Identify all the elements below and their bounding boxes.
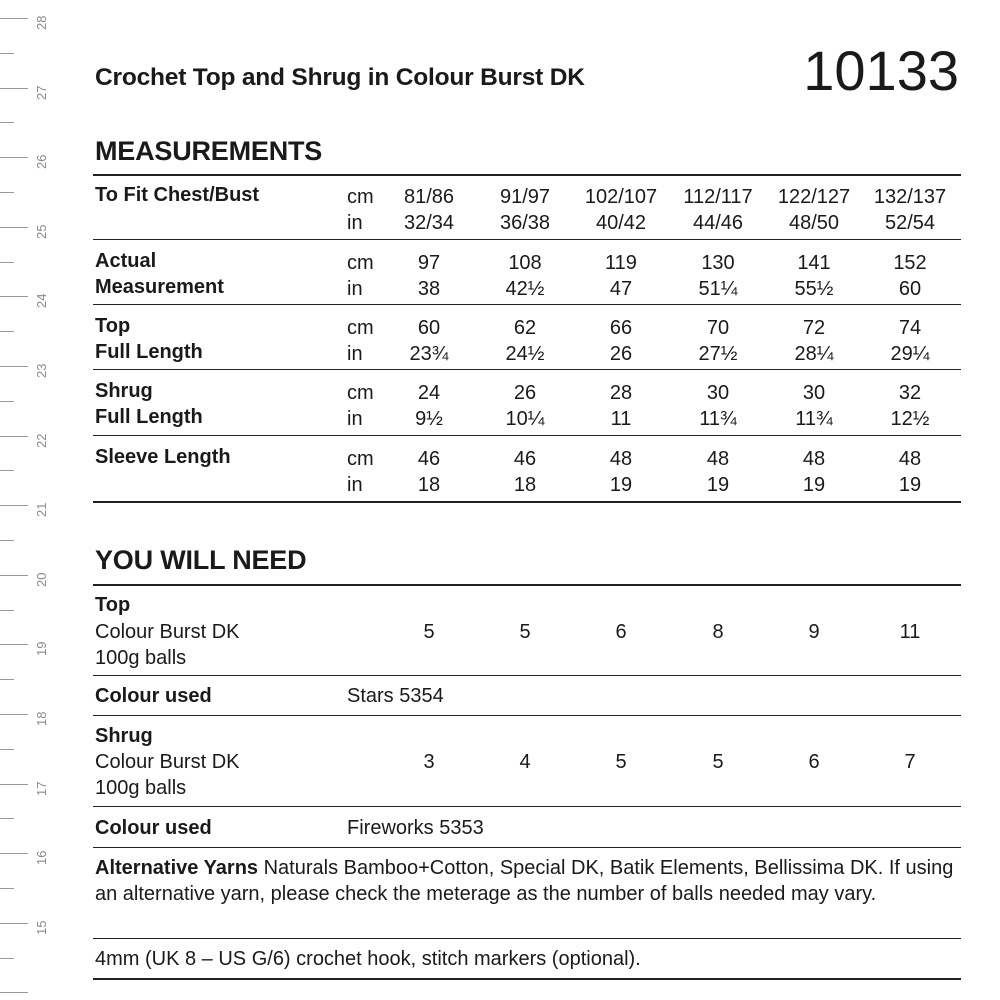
ruler-number: 16 [34,850,49,866]
measurement-label: Sleeve Length [95,446,231,468]
unit-in: in [347,408,363,430]
page-ruler [0,0,60,1000]
shrug-balls-value: 3 [423,751,435,773]
shrug-balls-value: 4 [519,751,531,773]
divider [93,369,961,370]
measurement-cm-value: 74 [898,317,922,339]
unit-in: in [347,343,363,365]
ruler-number: 17 [34,781,49,796]
measurement-in-value: 19 [898,474,922,496]
measurement-in-value: 10¼ [505,408,545,430]
measurement-cm-value: 26 [513,382,537,404]
top-colour-value: Stars 5354 [347,685,444,707]
measurements-heading: MEASUREMENTS [95,136,323,166]
ruler-tick [0,470,14,471]
ruler-tick [0,227,28,228]
pattern-page [93,0,961,1000]
measurement-cm-value: 46 [417,448,441,470]
ruler-tick [0,644,28,645]
measurement-cm-value: 48 [706,448,730,470]
measurement-cm-value: 62 [513,317,537,339]
unit-cm: cm [347,317,374,339]
divider [93,304,961,305]
shrug-colour-label: Colour used [95,817,212,839]
ruler-tick [0,18,28,19]
shrug-balls-value: 5 [615,751,627,773]
divider [93,978,961,980]
ruler-tick [0,992,28,993]
measurement-cm-value: 130 [701,252,735,274]
ruler-tick [0,888,14,889]
measurement-cm-value: 72 [802,317,826,339]
measurement-in-value: 36/38 [499,212,551,234]
measurement-cm-value: 60 [417,317,441,339]
measurement-in-value: 11¾ [699,408,737,430]
divider [93,938,961,939]
ruler-number: 25 [34,224,49,239]
need-top-label: Top [95,594,131,616]
measurement-label: Top [95,315,131,337]
measurement-cm-value: 97 [417,252,441,274]
divider [93,806,961,807]
measurement-in-value: 52/54 [884,212,936,234]
measurement-cm-value: 112/117 [683,186,753,208]
divider [93,239,961,240]
top-balls-value: 5 [519,621,531,643]
divider [93,675,961,676]
ruler-tick [0,331,14,332]
alternative-yarns-label: Alternative Yarns [95,857,259,879]
need-shrug-label: Shrug [95,725,153,747]
ruler-tick [0,436,28,437]
you-will-need-heading: YOU WILL NEED [95,545,307,575]
shrug-balls-value: 5 [712,751,724,773]
divider [93,435,961,436]
measurement-in-value: 42½ [505,278,545,300]
unit-in: in [347,474,363,496]
measurement-in-value: 12½ [890,408,930,430]
shrug-balls-value: 7 [904,751,916,773]
need-top-balls: 100g balls [95,647,187,669]
ruler-tick [0,505,28,506]
alternative-yarns [95,855,955,907]
measurement-in-value: 23¾ [409,343,449,365]
measurement-sublabel: Measurement [95,276,224,298]
measurement-label: To Fit Chest/Bust [95,184,260,206]
measurement-in-value: 28¼ [794,343,834,365]
ruler-tick [0,853,28,854]
divider [93,501,961,503]
ruler-tick [0,122,14,123]
unit-in: in [347,278,363,300]
measurement-cm-value: 91/97 [499,186,551,208]
measurement-in-value: 18 [513,474,537,496]
measurement-cm-value: 132/137 [873,186,947,208]
ruler-tick [0,192,14,193]
measurement-in-value: 11 [610,408,632,430]
measurement-in-value: 19 [609,474,633,496]
unit-cm: cm [347,382,374,404]
measurement-cm-value: 141 [797,252,831,274]
measurement-label: Actual [95,250,157,272]
ruler-tick [0,296,28,297]
measurement-in-value: 48/50 [788,212,840,234]
ruler-number: 21 [34,502,49,518]
top-balls-value: 9 [808,621,820,643]
ruler-number: 28 [34,15,49,30]
measurement-in-value: 24½ [505,343,545,365]
measurement-sublabel: Full Length [95,341,203,363]
measurement-in-value: 32/34 [403,212,455,234]
measurement-in-value: 9½ [415,408,443,430]
measurement-cm-value: 30 [802,382,826,404]
measurement-in-value: 11¾ [795,408,833,430]
measurement-cm-value: 32 [898,382,922,404]
ruler-tick [0,157,28,158]
ruler-tick [0,53,14,54]
measurement-cm-value: 70 [706,317,730,339]
unit-cm: cm [347,448,374,470]
measurement-cm-value: 102/107 [584,186,658,208]
need-shrug-balls: 100g balls [95,777,187,799]
ruler-tick [0,575,28,576]
ruler-tick [0,262,14,263]
measurement-in-value: 55½ [794,278,834,300]
measurement-in-value: 51¼ [698,278,738,300]
measurement-in-value: 40/42 [595,212,647,234]
ruler-tick [0,610,14,611]
measurement-cm-value: 152 [893,252,927,274]
measurement-in-value: 60 [898,278,922,300]
measurement-cm-value: 108 [508,252,542,274]
alternative-yarns-text: Naturals Bamboo+Cotton, Special DK, Batik Elements, Bellissima DK. If using an alternative yarn, please check the meterage as the number of balls needed may vary. [95,857,954,905]
shrug-balls-value: 6 [808,751,820,773]
divider [93,174,961,176]
ruler-number: 18 [34,711,49,726]
measurement-cm-value: 81/86 [403,186,455,208]
need-shrug-yarn: Colour Burst DK [95,751,240,773]
measurement-in-value: 27½ [698,343,738,365]
measurement-in-value: 18 [417,474,441,496]
divider [93,847,961,848]
measurement-in-value: 29¼ [890,343,930,365]
measurement-cm-value: 122/127 [777,186,851,208]
measurement-cm-value: 119 [605,252,637,274]
measurement-cm-value: 66 [609,317,633,339]
measurement-cm-value: 30 [706,382,730,404]
pattern-title: Crochet Top and Shrug in Colour Burst DK [95,64,585,91]
ruler-number: 23 [34,363,49,378]
measurement-cm-value: 28 [609,382,633,404]
hook-requirements: 4mm (UK 8 – US G/6) crochet hook, stitch markers (optional). [95,948,641,970]
measurement-in-value: 44/46 [692,212,744,234]
ruler-tick [0,749,14,750]
ruler-tick [0,88,28,89]
measurement-in-value: 26 [609,343,633,365]
ruler-tick [0,818,14,819]
ruler-number: 26 [34,154,49,170]
measurement-sublabel: Full Length [95,406,203,428]
top-balls-value: 6 [615,621,627,643]
ruler-tick [0,401,14,402]
ruler-tick [0,784,28,785]
ruler-number: 22 [34,433,49,448]
shrug-colour-value: Fireworks 5353 [347,817,484,839]
ruler-tick [0,958,14,959]
ruler-tick [0,679,14,680]
measurement-in-value: 38 [417,278,441,300]
measurement-cm-value: 48 [609,448,633,470]
measurement-label: Shrug [95,380,153,402]
ruler-number: 20 [34,572,49,587]
divider [93,584,961,586]
ruler-tick [0,923,28,924]
need-top-yarn: Colour Burst DK [95,621,240,643]
measurement-cm-value: 48 [802,448,826,470]
measurement-in-value: 19 [706,474,730,496]
measurement-in-value: 47 [609,278,633,300]
top-colour-label: Colour used [95,685,212,707]
unit-cm: cm [347,186,374,208]
measurement-cm-value: 48 [898,448,922,470]
measurement-cm-value: 46 [513,448,537,470]
ruler-number: 27 [34,85,49,100]
ruler-number: 19 [34,641,49,657]
unit-in: in [347,212,363,234]
measurement-cm-value: 24 [417,382,441,404]
ruler-tick [0,540,14,541]
unit-cm: cm [347,252,374,274]
top-balls-value: 8 [712,621,724,643]
ruler-number: 15 [34,920,49,935]
divider [93,715,961,716]
ruler-tick [0,714,28,715]
top-balls-value: 11 [899,621,921,643]
pattern-code: 10133 [803,39,959,102]
measurement-in-value: 19 [802,474,826,496]
ruler-tick [0,366,28,367]
ruler-number: 24 [34,293,49,309]
top-balls-value: 5 [423,621,435,643]
